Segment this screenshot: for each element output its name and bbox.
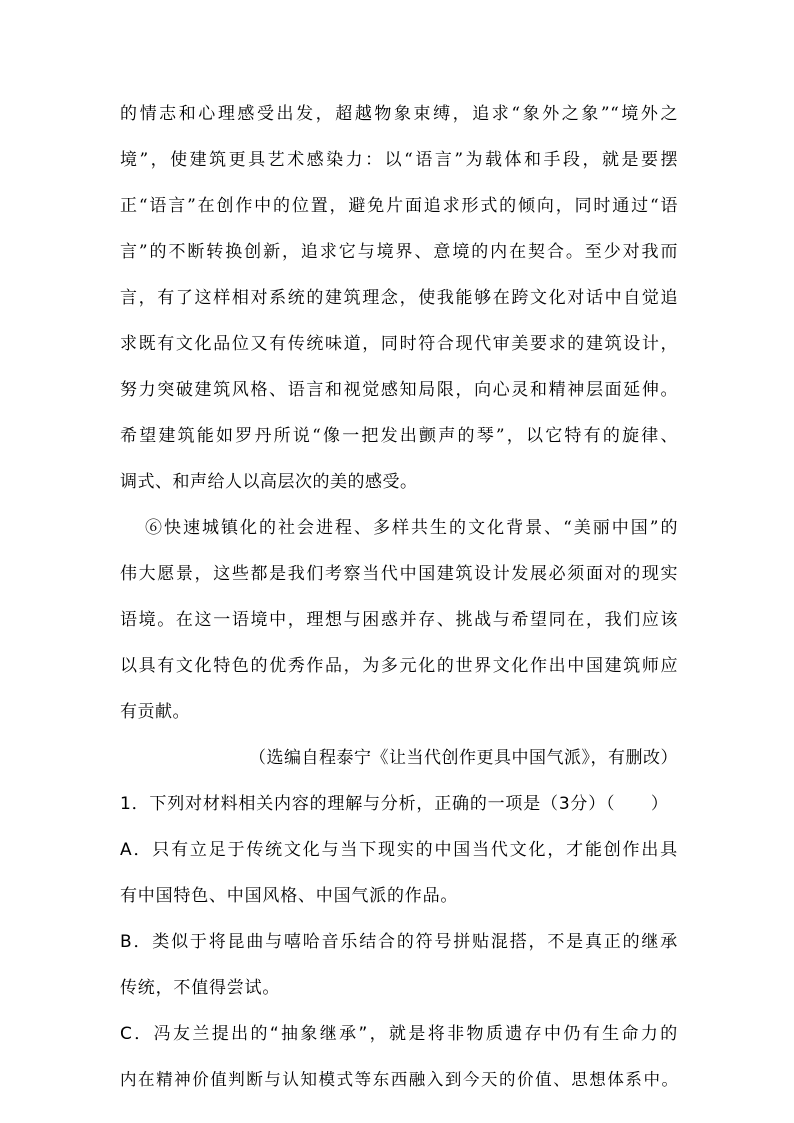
paragraph6-line: ⑥快速城镇化的社会进程、多样共生的文化背景、“美丽中国”的 — [145, 518, 678, 538]
option-b-line: 传统，不值得尝试。 — [120, 978, 281, 998]
passage-line: 调式、和声给人以高层次的美的感受。 — [120, 472, 418, 492]
paragraph6-line: 语境。在这一语境中，理想与困惑并存、挑战与希望同在，我们应该 — [120, 610, 678, 630]
paragraph6-line: 以具有文化特色的优秀作品，为多元化的世界文化作出中国建筑师应 — [120, 656, 678, 676]
option-a-line: 有中国特色、中国风格、中国气派的作品。 — [120, 886, 459, 906]
passage-line: 言，有了这样相对系统的建筑理念，使我能够在跨文化对话中自觉追 — [120, 288, 678, 308]
option-b-line: B．类似于将昆曲与嘻哈音乐结合的符号拼贴混搭，不是真正的继承 — [120, 932, 678, 952]
passage-line: 希望建筑能如罗丹所说“像一把发出颤声的琴”，以它特有的旋律、 — [120, 426, 678, 446]
question-stem: 1．下列对材料相关内容的理解与分析，正确的一项是（3分）（ ） — [120, 794, 669, 814]
paragraph6-line: 有贡献。 — [120, 702, 190, 722]
passage-line: 言”的不断转换创新，追求它与境界、意境的内在契合。至少对我而 — [120, 242, 678, 262]
passage-line: 求既有文化品位又有传统味道，同时符合现代审美要求的建筑设计， — [120, 334, 678, 354]
passage-line: 正“语言”在创作中的位置，避免片面追求形式的倾向，同时通过“语 — [120, 196, 678, 216]
option-a-line: A．只有立足于传统文化与当下现实的中国当代文化，才能创作出具 — [120, 840, 678, 860]
passage-line: 的情志和心理感受出发，超越物象束缚，追求“象外之象”“境外之 — [120, 104, 678, 124]
option-c-line: C．冯友兰提出的“抽象继承”，就是将非物质遗存中仍有生命力的 — [120, 1024, 678, 1044]
passage-line: 境”，使建筑更具艺术感染力：以“语言”为载体和手段，就是要摆 — [120, 150, 678, 170]
option-c-line: 内在精神价值判断与认知模式等东西融入到今天的价值、思想体系中。 — [120, 1070, 678, 1089]
paragraph6-line: 伟大愿景，这些都是我们考察当代中国建筑设计发展必须面对的现实 — [120, 564, 678, 584]
source-citation: （选编自程泰宁《让当代创作更具中国气派》，有删改） — [249, 748, 678, 768]
passage-line: 努力突破建筑风格、语言和视觉感知局限，向心灵和精神层面延伸。 — [120, 380, 678, 400]
